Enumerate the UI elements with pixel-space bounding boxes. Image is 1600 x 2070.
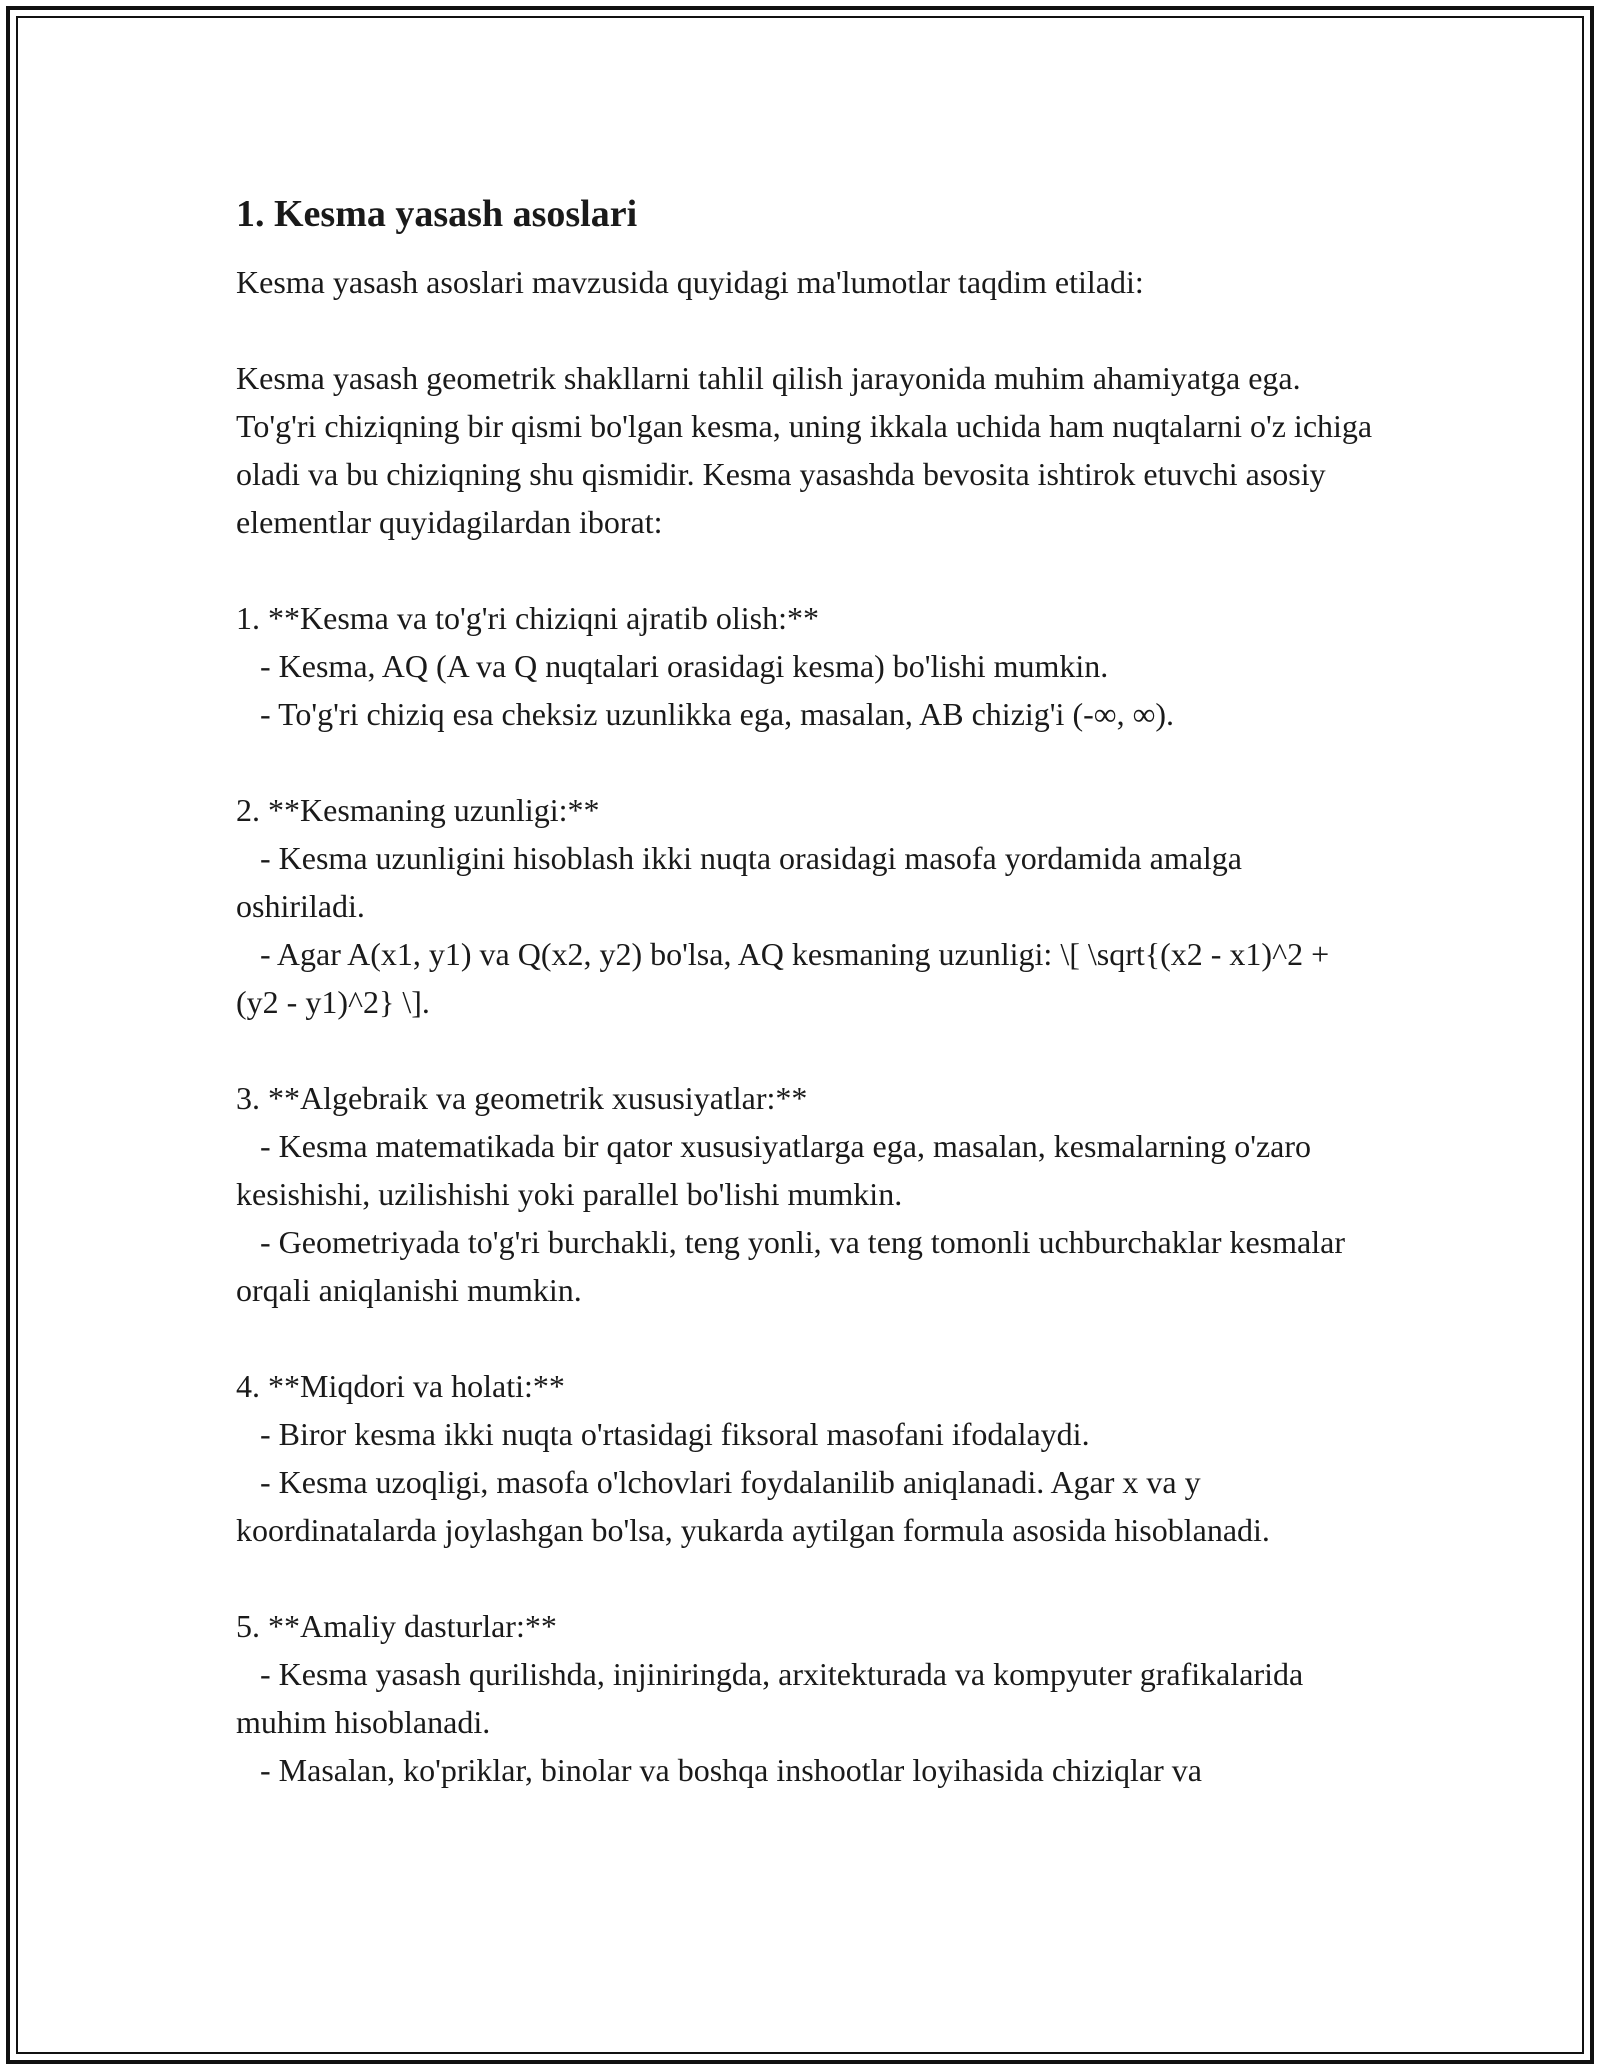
section-2 xyxy=(236,786,1376,1026)
section-3 xyxy=(236,1074,1376,1314)
section-title: 5. **Amaliy dasturlar:** xyxy=(236,1608,557,1644)
bullet-item: - Kesma yasash qurilishda, injiniringda, arxitekturada va kompyuter grafikalarida muhim hisoblanadi. xyxy=(236,1656,1304,1740)
section-title: 3. **Algebraik va geometrik xususiyatlar:** xyxy=(236,1080,808,1116)
section-title: 4. **Miqdori va holati:** xyxy=(236,1368,565,1404)
bullet-item: - To'g'ri chiziq esa cheksiz uzunlikka ega, masalan, AB chizig'i (-∞, ∞). xyxy=(260,696,1175,732)
section-4 xyxy=(236,1362,1376,1554)
bullet-item: - Agar A(x1, y1) va Q(x2, y2) bo'lsa, AQ kesmaning uzunligi: \[ \sqrt{(x2 - x1)^2 + (y2 - y1)^2} \]. xyxy=(236,936,1330,1020)
intro-text: Kesma yasash asoslari mavzusida quyidagi ma'lumotlar taqdim etiladi: xyxy=(236,264,1144,300)
document-heading: 1. Kesma yasash asoslari xyxy=(236,193,638,235)
bullet-item: - Kesma matematikada bir qator xususiyatlarga ega, masalan, kesmalarning o'zaro kesishishi, uzilishishi yoki parallel bo'lishi mumkin. xyxy=(236,1128,1312,1212)
bullet-item: - Geometriyada to'g'ri burchakli, teng yonli, va teng tomonli uchburchaklar kesmalar orqali aniqlanishi mumkin. xyxy=(236,1224,1345,1308)
bullet-item: - Biror kesma ikki nuqta o'rtasidagi fiksoral masofani ifodalaydi. xyxy=(260,1416,1090,1452)
bullet-item: - Kesma, AQ (A va Q nuqtalari orasidagi kesma) bo'lishi mumkin. xyxy=(260,648,1109,684)
document-body xyxy=(236,188,1376,1794)
bullet-item: - Masalan, ko'priklar, binolar va boshqa inshootlar loyihasida chiziqlar va xyxy=(260,1752,1202,1788)
bullet-item: - Kesma uzoqligi, masofa o'lchovlari foydalanilib aniqlanadi. Agar x va y koordinatalarda joylashgan bo'lsa, yukarda aytilgan formula asosida hisoblanadi. xyxy=(236,1464,1270,1548)
bullet-item: - Kesma uzunligini hisoblash ikki nuqta orasidagi masofa yordamida amalga oshiriladi. xyxy=(236,840,1242,924)
section-title: 1. **Kesma va to'g'ri chiziqni ajratib olish:** xyxy=(236,600,819,636)
section-title: 2. **Kesmaning uzunligi:** xyxy=(236,792,600,828)
section-1 xyxy=(236,594,1376,738)
description-paragraph: Kesma yasash geometrik shakllarni tahlil qilish jarayonida muhim ahamiyatga ega. To'g'ri chiziqning bir qismi bo'lgan kesma, uning ikkala uchida ham nuqtalarni o'z ichiga oladi va bu chiziqning shu qismidir. Kesma yasashda bevosita ishtirok etuvchi asosiy elementlar quyidagilardan iborat: xyxy=(236,360,1373,540)
section-5 xyxy=(236,1602,1376,1794)
